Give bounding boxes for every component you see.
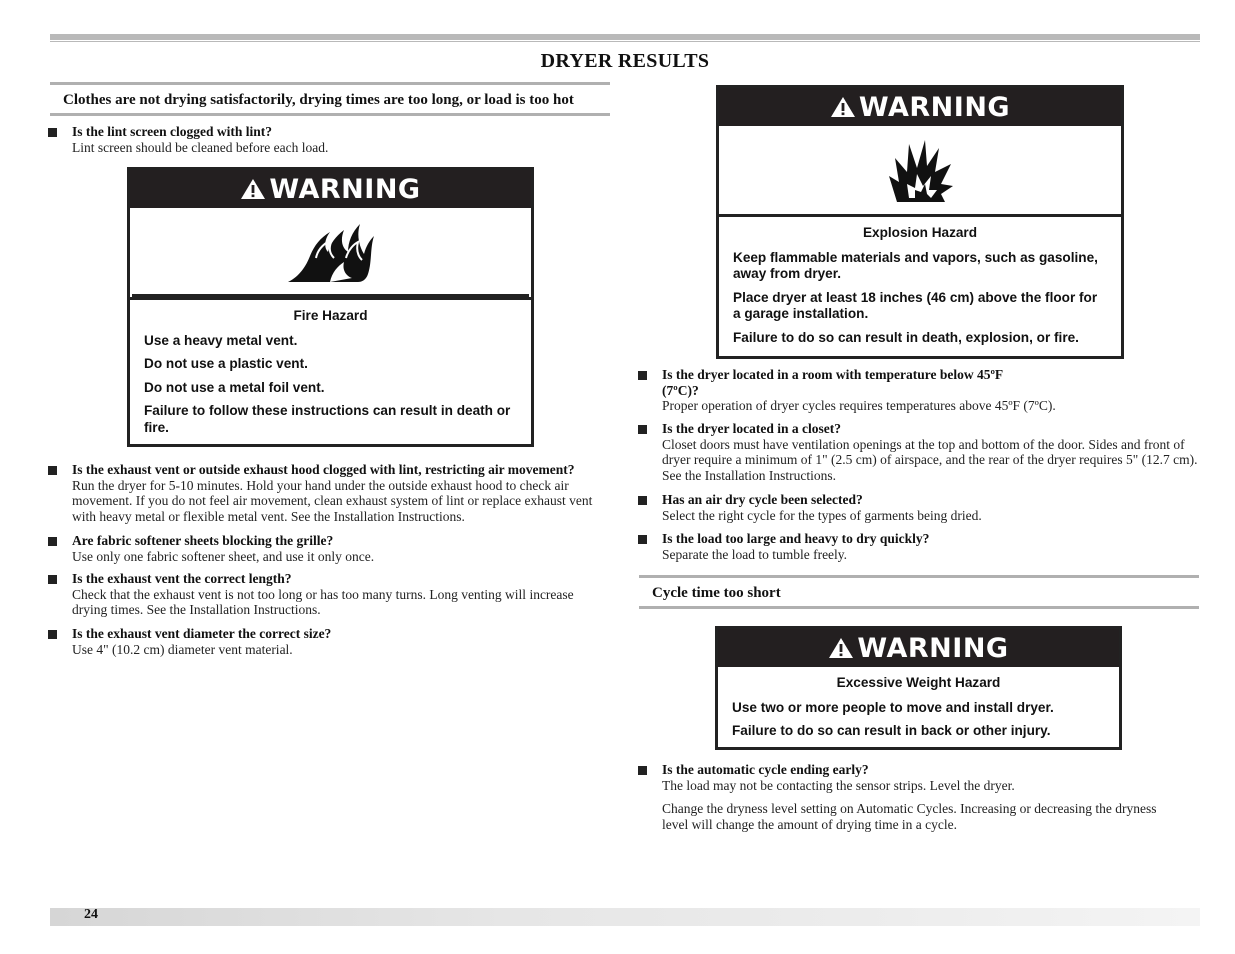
warning-line: Use two or more people to move and install dryer.	[732, 699, 1054, 715]
item-answer: Check that the exhaust vent is not too long or has too many turns. Long venting will increase drying times. See the Installation Instructions.	[72, 586, 574, 617]
bullet-icon	[638, 425, 647, 434]
warning-box-fire	[127, 167, 534, 447]
hazard-title: Fire Hazard	[293, 308, 368, 323]
list-item	[662, 492, 1202, 523]
fire-icon	[286, 218, 376, 284]
top-rule	[50, 34, 1200, 40]
page-title: DRYER RESULTS	[540, 50, 710, 72]
bullet-icon	[638, 766, 647, 775]
warning-header	[130, 170, 531, 208]
list-item	[72, 626, 592, 657]
item-answer: Change the dryness level setting on Automatic Cycles. Increasing or decreasing the dryness level will change the amount of drying time in a cycle.	[662, 801, 1157, 832]
item-answer: Separate the load to tumble freely.	[662, 546, 848, 562]
list-item	[662, 762, 1182, 832]
item-question: Is the lint screen clogged with lint?	[72, 124, 272, 139]
warning-line: Failure to do so can result in back or other injury.	[732, 723, 1051, 738]
list-item	[72, 462, 612, 524]
warning-line: Place dryer at least 18 inches (46 cm) above the floor for a garage installation.	[733, 289, 1098, 321]
pictogram-area	[132, 208, 529, 297]
section-heading-text: Cycle time too short	[652, 585, 781, 601]
warning-body	[719, 217, 1121, 357]
warning-triangle-icon	[240, 178, 266, 200]
item-question: Is the exhaust vent the correct length?	[72, 571, 292, 586]
bullet-icon	[638, 371, 647, 380]
section-heading-text: Clothes are not drying satisfactorily, drying times are too long, or load is too hot	[63, 92, 574, 108]
section-heading-cycle	[639, 575, 1199, 609]
bullet-icon	[48, 575, 57, 584]
item-question: Is the dryer located in a room with temperature below 45ºF (7ºC)?	[662, 367, 1003, 398]
item-answer: The load may not be contacting the sensor strips. Level the dryer.	[662, 777, 1015, 793]
warning-line: Do not use a metal foil vent.	[144, 379, 325, 395]
item-answer: Run the dryer for 5-10 minutes. Hold your hand under the outside exhaust hood to check air movement. If you do not feel air movement, clean exhaust system of lint or replace exhaust vent with heavy metal or flexible metal vent. See the Installation Instructions.	[72, 477, 593, 524]
item-answer: Closet doors must have ventilation openings at the top and bottom of the door. Sides and front of dryer require a minimum of 1" (2.5 cm) of airspace, and the rear of the dryer requires 5" (12.7 cm). See the Installation Instructions.	[662, 436, 1198, 483]
list-item	[662, 531, 1202, 562]
footer-bar	[50, 908, 1200, 926]
warning-triangle-icon	[830, 96, 856, 118]
bullet-icon	[638, 535, 647, 544]
explosion-icon	[885, 136, 955, 204]
list-item	[72, 533, 612, 564]
list-item	[72, 571, 592, 618]
item-question: Is the load too large and heavy to dry quickly?	[662, 531, 930, 546]
pictogram-area	[719, 126, 1121, 217]
warning-header	[718, 629, 1119, 667]
warning-body	[130, 300, 531, 447]
list-item	[662, 421, 1202, 483]
item-answer: Lint screen should be cleaned before each load.	[72, 139, 329, 155]
bullet-icon	[48, 630, 57, 639]
warning-line: Failure to do so can result in death, explosion, or fire.	[733, 329, 1079, 345]
item-answer: Proper operation of dryer cycles requires temperatures above 45ºF (7ºC).	[662, 398, 1056, 413]
warning-label: WARNING	[269, 173, 421, 205]
warning-label: WARNING	[857, 632, 1009, 664]
warning-line: Keep flammable materials and vapors, such as gasoline, away from dryer.	[733, 249, 1098, 281]
hazard-title: Excessive Weight Hazard	[836, 675, 1001, 690]
warning-header	[719, 88, 1121, 126]
list-item	[662, 367, 1007, 398]
section-heading-drying	[50, 82, 610, 116]
list-item	[72, 124, 602, 155]
item-answer: Use 4" (10.2 cm) diameter vent material.	[72, 641, 293, 657]
warning-box-explosion	[716, 85, 1124, 359]
bullet-icon	[638, 496, 647, 505]
bullet-icon	[48, 128, 57, 137]
warning-label: WARNING	[858, 91, 1011, 123]
item-answer: Use only one fabric softener sheet, and use it only once.	[72, 548, 375, 564]
item-question: Is the dryer located in a closet?	[662, 421, 841, 436]
warning-body	[718, 667, 1119, 751]
warning-box-weight	[715, 626, 1122, 750]
warning-line: Use a heavy metal vent.	[144, 332, 298, 348]
hazard-title: Explosion Hazard	[862, 225, 978, 240]
item-question: Are fabric softener sheets blocking the grille?	[72, 533, 334, 548]
item-answer-wide	[662, 398, 1202, 414]
item-question: Is the exhaust vent diameter the correct size?	[72, 626, 332, 641]
item-answer: Select the right cycle for the types of garments being dried.	[662, 507, 982, 523]
warning-line: Failure to follow these instructions can result in death or fire.	[144, 403, 511, 435]
top-rule-thin	[50, 41, 1200, 42]
warning-line: Do not use a plastic vent.	[144, 356, 308, 371]
bullet-icon	[48, 466, 57, 475]
page-number: 24	[84, 907, 98, 922]
item-question: Is the exhaust vent or outside exhaust hood clogged with lint, restricting air movement?	[72, 462, 575, 477]
warning-triangle-icon	[828, 637, 854, 659]
bullet-icon	[48, 537, 57, 546]
item-question: Is the automatic cycle ending early?	[662, 762, 869, 777]
item-question: Has an air dry cycle been selected?	[662, 492, 863, 507]
